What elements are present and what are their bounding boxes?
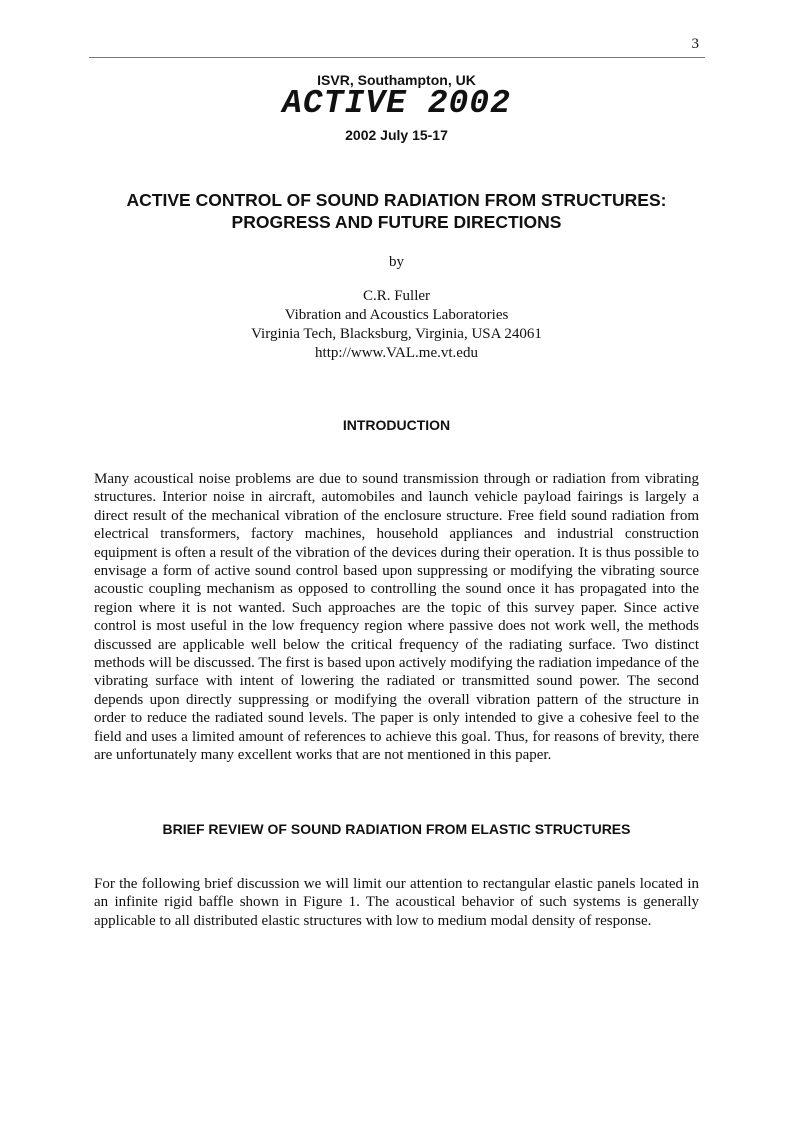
page-number: 3 — [691, 36, 699, 52]
introduction-heading: INTRODUCTION — [342, 417, 451, 433]
paper-title — [0, 189, 793, 233]
author-block — [0, 287, 793, 363]
byline: by — [389, 254, 404, 270]
conference-name: ACTIVE 2002 — [282, 85, 511, 122]
conference-dates: 2002 July 15-17 — [345, 127, 448, 143]
review-paragraph: For the following brief discussion we will limit our attention to rectangular elastic panels located in an infinite rigid baffle shown in Figure 1. The acoustical behavior of such systems is generally applicable to all distributed elastic structures with low to medium modal density of response. — [94, 876, 699, 929]
review-heading: BRIEF REVIEW OF SOUND RADIATION FROM ELASTIC STRUCTURES — [162, 821, 631, 837]
author-url[interactable]: http://www.VAL.me.vt.edu — [315, 345, 478, 361]
conference-venue: ISVR, Southampton, UK — [317, 72, 476, 88]
author-address: Virginia Tech, Blacksburg, Virginia, USA 24061 — [251, 326, 542, 342]
introduction-paragraph: Many acoustical noise problems are due to sound transmission through or radiation from vibrating structures. Interior noise in aircraft, automobiles and launch vehicle payload fairings is largely a direct result of the mechanical vibration of the enclosure structure. Free field sound radiation from electrical transformers, factory machines, household appliances and industrial construction equipment is often a result of the vibration of the devices during their operation. It is thus possible to envisage a form of active sound control based upon suppressing or modifying the vibrating source acoustic coupling mechanism as opposed to controlling the sound once it has propagated into the region where it is not wanted. Such approaches are the topic of this survey paper. Since active control is most useful in the low frequency region where passive does not work well, the methods discussed are applicable well below the critical frequency of the radiating surface. Two distinct methods will be discussed. The first is based upon actively modifying the radiation impedance of the vibrating surface with intent of lowering the radiated or transmitted sound power. The second depends upon directly suppressing or modifying the overall vibration pattern of the structure in order to reduce the radiated sound levels. The paper is only intended to give a cohesive feel to the field and uses a limited amount of references to achieve this goal. Thus, for reasons of brevity, there are unfortunately many excellent works that are not mentioned in this paper. — [94, 471, 699, 764]
author-lab: Vibration and Acoustics Laboratories — [284, 307, 509, 323]
paper-title-line-1: ACTIVE CONTROL OF SOUND RADIATION FROM STRUCTURES: — [126, 190, 667, 210]
paper-title-line-2: PROGRESS AND FUTURE DIRECTIONS — [231, 212, 562, 232]
header-divider — [89, 57, 705, 58]
author-name: C.R. Fuller — [362, 288, 431, 304]
